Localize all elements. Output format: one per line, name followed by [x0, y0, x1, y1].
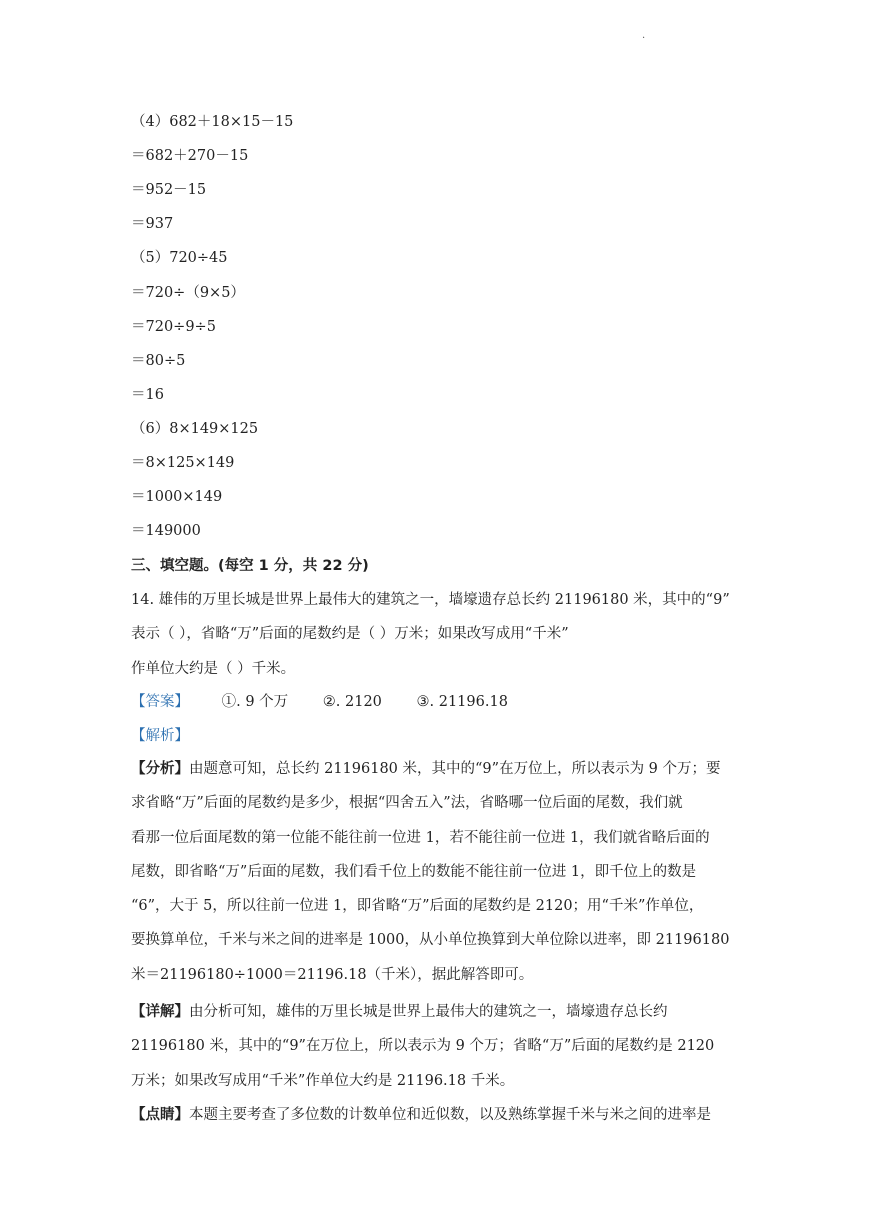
step-line: （6）8×149×125 [131, 421, 259, 437]
step-line: ＝720÷9÷5 [131, 319, 216, 335]
xiangjie-line: 由分析可知，雄伟的万里长城是世界上最伟大的建筑之一，墙壕遗存总长约 [189, 1004, 668, 1020]
answer-item: ②. 2120 [322, 694, 382, 710]
fenxi-line: “6”，大于 5，所以往前一位进 1，即省略“万”后面的尾数约是 2120；用“千米”作单位， [131, 898, 704, 915]
step-line: ＝937 [131, 216, 174, 232]
step-line: ＝720÷（9×5） [131, 285, 245, 301]
question-line: 作单位大约是（ ）千米。 [131, 660, 296, 677]
answer-item: ①. 9 个万 [221, 694, 289, 710]
question-line: 14. 雄伟的万里长城是世界上最伟大的建筑之一，墙壕遗存总长约 21196180 米，其中的“9” [131, 592, 730, 608]
dianjing-label: 【点睛】 [131, 1107, 189, 1123]
fenxi-line: 要换算单位，千米与米之间的进率是 1000，从小单位换算到大单位除以进率，即 21196180 [131, 932, 730, 949]
step-line: ＝80÷5 [131, 353, 186, 369]
fenxi-line: 由题意可知，总长约 21196180 米，其中的“9”在万位上，所以表示为 9 个万；要 [189, 761, 721, 777]
step-line: ＝682＋270－15 [131, 148, 249, 164]
answer-item: ③. 21196.18 [416, 694, 508, 710]
question-text [131, 583, 741, 686]
answer-row [131, 692, 508, 712]
fenxi-line: 看那一位后面尾数的第一位能不能往前一位进 1，若不能往前一位进 1，我们就省略后面的 [131, 829, 710, 846]
xiangjie-label: 【详解】 [131, 1004, 189, 1020]
step-line: （5）720÷45 [131, 250, 228, 266]
step-line: ＝1000×149 [131, 489, 223, 505]
step-line: ＝952－15 [131, 182, 207, 198]
fenxi-line: 尾数，即省略“万”后面的尾数，我们看千位上的数能不能往前一位进 1，即千位上的数是 [131, 863, 697, 880]
header-dot: . [642, 30, 646, 41]
analysis-label: 【解析】 [131, 728, 189, 744]
fenxi-line: 米＝21196180÷1000＝21196.18（千米），据此解答即可。 [131, 966, 534, 983]
fenxi-label: 【分析】 [131, 761, 189, 777]
answer-label: 【答案】 [131, 694, 189, 710]
step-line: （4）682＋18×15－15 [131, 114, 294, 130]
dianjing-line: 本题主要考查了多位数的计数单位和近似数，以及熟练掌握千米与米之间的进率是 [189, 1107, 711, 1123]
step-line: ＝8×125×149 [131, 455, 235, 471]
xiangjie-line: 万米；如果改写成用“千米”作单位大约是 21196.18 千米。 [131, 1072, 515, 1089]
fenxi-block [131, 752, 741, 992]
step-line: ＝16 [131, 387, 164, 403]
question-line: 表示（ ），省略“万”后面的尾数约是（ ）万米；如果改写成用“千米” [131, 626, 569, 643]
xiangjie-line: 21196180 米，其中的“9”在万位上，所以表示为 9 个万；省略“万”后面的尾数约是 2120 [131, 1038, 715, 1055]
section-title: 三、填空题。(每空 1 分，共 22 分) [131, 558, 369, 574]
step-line: ＝149000 [131, 523, 201, 539]
fenxi-line: 求省略“万”后面的尾数约是多少，根据“四舍五入”法，省略哪一位后面的尾数，我们就 [131, 795, 683, 812]
dianjing-block [131, 1098, 741, 1132]
xiangjie-block [131, 995, 741, 1098]
